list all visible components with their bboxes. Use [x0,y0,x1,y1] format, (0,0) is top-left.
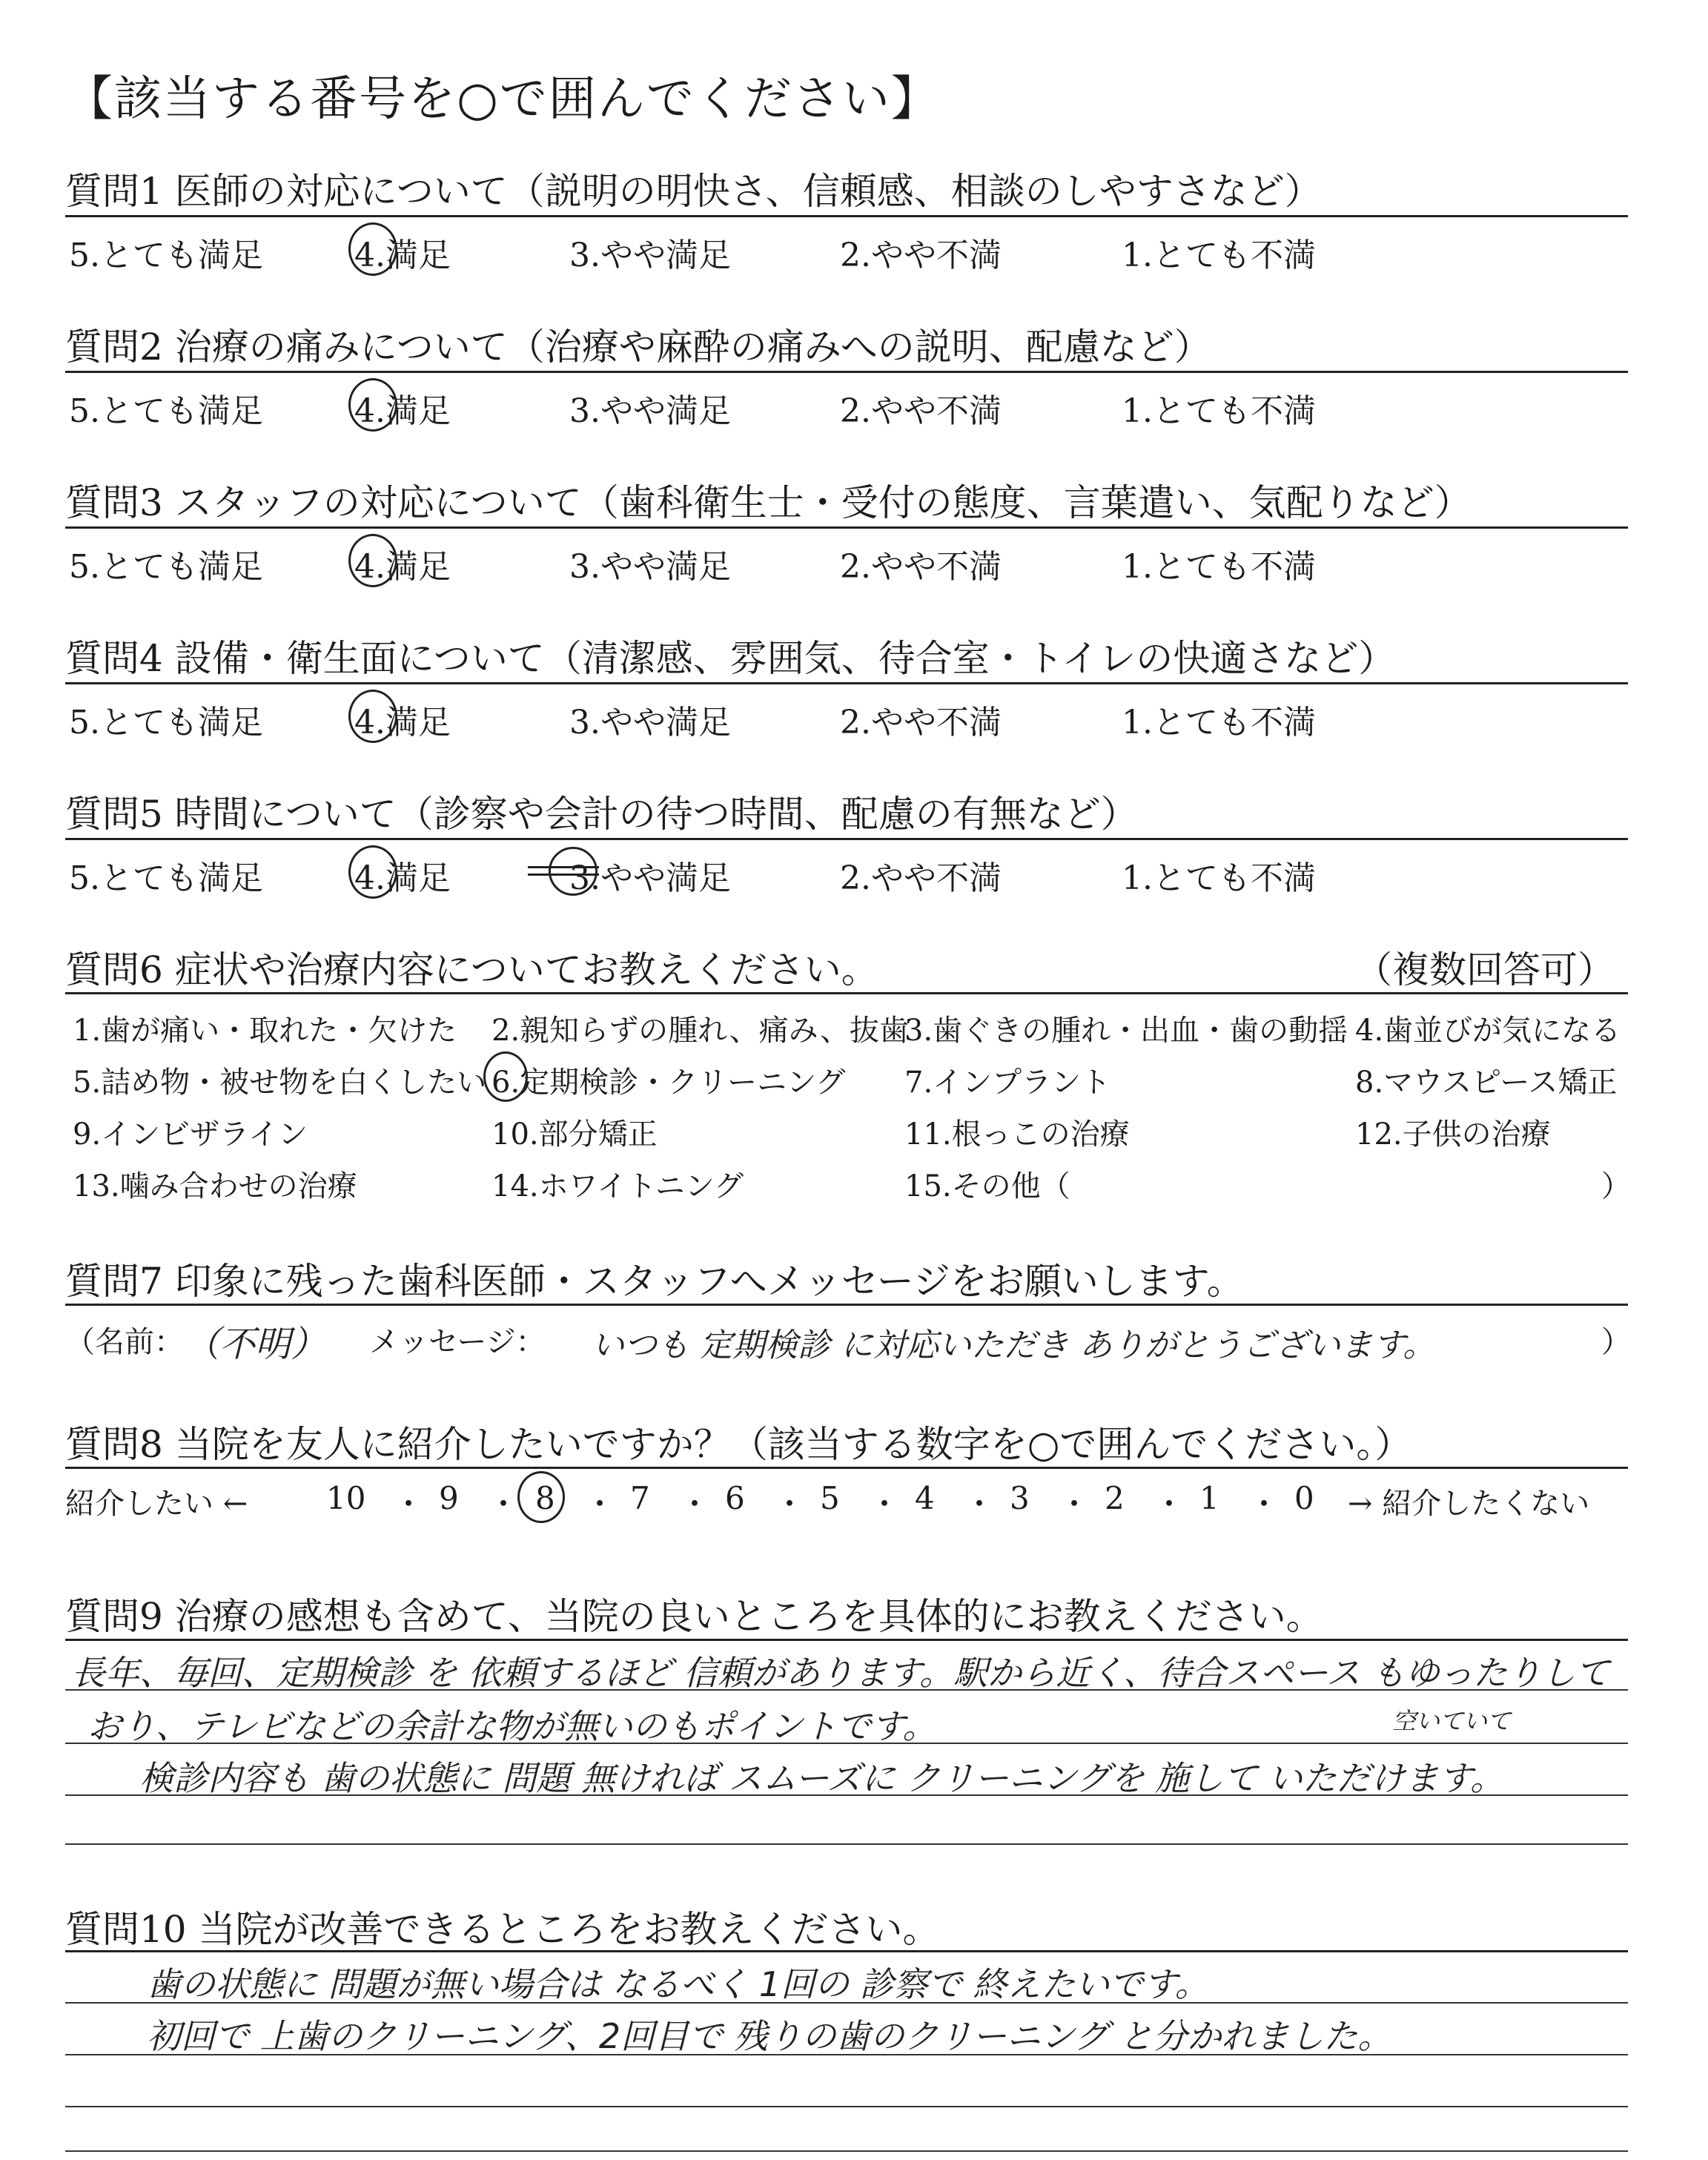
q6-option-13[interactable]: 13.噛み合わせの治療 [73,1169,357,1203]
q9-writing-line-3 [65,1794,1628,1796]
q10-writing-line-4 [65,2150,1628,2152]
q5-strike-line-2 [528,873,599,876]
q6-option-15[interactable]: 15.その他（ [904,1169,1070,1203]
q10-answer-line-1[interactable]: 歯の状態に 問題が無い場合は なるべく 1回の 診察で 終えたいです。 [147,1964,1209,2004]
q2-option-1[interactable]: 1.とても不満 [1122,392,1316,430]
q3-option-2[interactable]: 2.やや不満 [840,548,1002,586]
message-close-paren: ） [1601,1325,1631,1359]
question-10-title: 質問10 当院が改善できるところをお教えください。 [65,1908,940,1951]
q5-option-3[interactable]: 3.やや満足 [569,859,731,897]
q9-writing-line-4 [65,1843,1628,1845]
q3-option-3[interactable]: 3.やや満足 [569,548,731,586]
q10-writing-line-3 [65,2106,1628,2107]
scale-7[interactable]: 7 [630,1480,650,1516]
q4-option-1[interactable]: 1.とても不満 [1122,704,1316,742]
question-7-rule [65,1304,1628,1306]
question-7-title: 質問7 印象に残った歯科医師・スタッフへメッセージをお願いします。 [65,1260,1244,1303]
q2-option-5[interactable]: 5.とても満足 [69,392,263,430]
q5-option-5[interactable]: 5.とても満足 [69,859,263,897]
q6-option-9[interactable]: 9.インビザライン [73,1117,308,1152]
q2-selection-circle [348,378,397,432]
question-5-title: 質問5 時間について（診察や会計の待つ時間、配慮の有無など） [65,793,1138,836]
message-label: メッセージ： [369,1325,546,1359]
q2-option-4[interactable]: 4.満足 [354,392,451,430]
q1-option-2[interactable]: 2.やや不満 [840,237,1002,274]
q6-option-2[interactable]: 2.親知らずの腫れ、痛み、抜歯 [491,1014,909,1048]
question-6-rule [65,992,1628,994]
q1-option-1[interactable]: 1.とても不満 [1122,237,1316,274]
q5-option-4[interactable]: 4.満足 [354,859,451,897]
scale-10[interactable]: 10 [326,1480,366,1516]
q6-option-14[interactable]: 14.ホワイトニング [491,1169,744,1203]
q4-option-2[interactable]: 2.やや不満 [840,704,1002,742]
question-9-title: 質問9 治療の感想も含めて、当院の良いところを具体的にお教えください。 [65,1595,1323,1638]
q6-option-4[interactable]: 4.歯並びが気になる [1355,1014,1621,1048]
scale-8[interactable]: 8 [535,1480,555,1516]
scale-sep-7: ・ [964,1486,996,1522]
q3-option-1[interactable]: 1.とても不満 [1122,548,1316,586]
q9-insertion-note: 空いていて [1392,1707,1512,1735]
scale-sep-4: ・ [679,1486,711,1522]
question-3-title: 質問3 スタッフの対応について（歯科衛生士・受付の態度、言葉遣い、気配りなど） [65,481,1472,524]
q6-option-8[interactable]: 8.マウスピース矯正 [1355,1066,1618,1100]
question-4-title: 質問4 設備・衛生面について（清潔感、雰囲気、待合室・トイレの快適さなど） [65,637,1396,680]
question-6-title: 質問6 症状や治療内容についてお教えください。 [65,948,878,991]
q3-selection-circle [348,534,397,587]
message-value[interactable]: いつも 定期検診 に対応いただき ありがとうございます。 [592,1327,1436,1364]
scale-5[interactable]: 5 [820,1480,840,1516]
question-1-title: 質問1 医師の対応について（説明の明快さ、信頼感、相談のしやすさなど） [65,170,1322,213]
q1-option-5[interactable]: 5.とても満足 [69,237,263,274]
scale-sep-6: ・ [869,1486,901,1522]
q6-other-close-paren: ） [1601,1169,1631,1203]
question-9-rule [65,1639,1628,1641]
scale-sep-10: ・ [1248,1486,1280,1522]
scale-sep-1: ・ [393,1486,425,1522]
q9-answer-line-2[interactable]: おり、テレビなどの余計な物が無いのもポイントです。 [87,1706,937,1746]
q6-option-10[interactable]: 10.部分矯正 [491,1117,658,1152]
question-4-rule [65,682,1628,684]
question-2-title: 質問2 治療の痛みについて（治療や麻酔の痛みへの説明、配慮など） [65,326,1211,369]
q3-option-4[interactable]: 4.満足 [354,548,451,586]
q8-selection-circle [517,1471,565,1523]
scale-6[interactable]: 6 [725,1480,745,1516]
q9-writing-line-2 [65,1743,1628,1744]
scale-sep-8: ・ [1059,1486,1090,1522]
q4-option-5[interactable]: 5.とても満足 [69,704,263,742]
scale-sep-9: ・ [1153,1486,1185,1522]
q6-option-1[interactable]: 1.歯が痛い・取れた・欠けた [73,1014,457,1048]
q6-selection-circle [483,1051,528,1102]
q6-option-7[interactable]: 7.インプラント [904,1066,1111,1100]
scale-sep-5: ・ [774,1486,806,1522]
question-1-rule [65,215,1628,217]
q2-option-2[interactable]: 2.やや不満 [840,392,1002,430]
scale-sep-3: ・ [584,1486,616,1522]
question-2-rule [65,371,1628,373]
question-5-rule [65,838,1628,840]
q5-strike-line-1 [528,866,599,868]
page-title: 【該当する番号を○で囲んでください】 [65,72,940,127]
q4-option-4[interactable]: 4.満足 [354,704,451,742]
recommend-right-label: → 紹介したくない [1348,1487,1590,1521]
recommend-left-label: 紹介したい ← [65,1487,248,1521]
q1-option-3[interactable]: 3.やや満足 [569,237,731,274]
q1-option-4[interactable]: 4.満足 [354,237,451,274]
q10-writing-line-2 [65,2054,1628,2055]
q6-option-3[interactable]: 3.歯ぐきの腫れ・出血・歯の動揺 [904,1014,1348,1048]
scale-1[interactable]: 1 [1199,1480,1219,1516]
q10-answer-line-2[interactable]: 初回で 上歯のクリーニング、2回目で 残りの歯のクリーニング と分かれました。 [147,2016,1392,2056]
name-label: （名前： [65,1325,184,1359]
q4-selection-circle [348,690,397,743]
question-8-title: 質問8 当院を友人に紹介したいですか？（該当する数字を○で囲んでください。） [65,1423,1412,1466]
q5-option-2[interactable]: 2.やや不満 [840,859,1002,897]
q4-option-3[interactable]: 3.やや満足 [569,704,731,742]
name-value[interactable]: （不明） [184,1324,327,1365]
scale-4[interactable]: 4 [915,1480,935,1516]
scale-2[interactable]: 2 [1105,1480,1125,1516]
multiple-answer-note: （複数回答可） [1355,948,1615,991]
scale-0[interactable]: 0 [1294,1480,1314,1516]
q5-crossed-circle [549,847,598,896]
question-3-rule [65,526,1628,529]
q5-option-1[interactable]: 1.とても不満 [1122,859,1316,897]
q6-option-11[interactable]: 11.根っこの治療 [904,1117,1130,1152]
q1-selection-circle [348,222,397,276]
q9-answer-line-3[interactable]: 検診内容も 歯の状態に 問題 無ければ スムーズに クリーニングを 施して いただけます。 [139,1758,1505,1798]
question-10-rule [65,1950,1628,1952]
scale-3[interactable]: 3 [1010,1480,1030,1516]
q10-writing-line-1 [65,2002,1628,2004]
scale-9[interactable]: 9 [439,1480,459,1516]
scale-sep-2: ・ [488,1486,520,1522]
q9-answer-line-1[interactable]: 長年、毎回、定期検診 を 依頼するほど 信頼があります。駅から近く、待合スペース もゆったりして [71,1653,1610,1693]
q3-option-5[interactable]: 5.とても満足 [69,548,263,586]
q2-option-3[interactable]: 3.やや満足 [569,392,731,430]
q6-option-12[interactable]: 12.子供の治療 [1355,1117,1551,1152]
q9-writing-line-1 [65,1689,1628,1691]
question-8-rule [65,1467,1628,1469]
q5-selection-circle [348,845,397,899]
q6-option-6[interactable]: 6.定期検診・クリーニング [491,1066,846,1100]
q6-option-5[interactable]: 5.詰め物・被せ物を白くしたい [73,1066,487,1100]
